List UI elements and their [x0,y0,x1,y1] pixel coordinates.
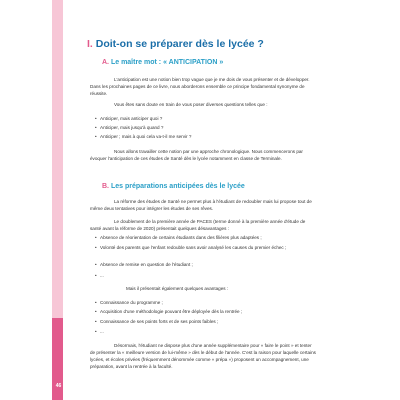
bullet-b3: • Absence de remise en question de l'étudiant ; [100,261,318,268]
paragraph-b4: Désormais, l'étudiant ne dispose plus d'une année supplémentaire pour « faire le point » et tenter de présenter la « meilleure version de lui-même » dès le début de l'année. C'est la raison pour laquelle certains lycées, et écoles privées (fréquemment dénommée comme « prépa ») proposent un accompagnement, une préparation, avant la rentrée à la faculté. [90,343,316,369]
paragraph-b2: Le doublement de la première année de PACES (terme donné à la première année d'étude de santé avant la réforme de 2020) présentait quelques désavantages : [90,219,306,231]
section-b-heading [102,183,245,190]
paragraph-a3: Nous allons travailler cette notion par une approche chronologique. Nous commencerons par évoquer l'anticipation de ces études de Santé dès le lycée notamment en classe de Terminale. [90,149,303,161]
chapter-title-text: Doit-on se préparer dès le lycée ? [95,38,264,50]
section-a-letter: A. [102,59,109,66]
bullet-c2: • Acquisition d'une méthodologie pouvant être déployée dès la rentrée ; [100,308,318,315]
chapter-title [87,38,264,50]
paragraph-b3: Mais il présentait également quelques avantages : [126,286,229,291]
section-b-letter: B. [102,183,109,190]
bullet-c3: • Connaissance de ses points forts et de ses points faibles ; [100,318,318,325]
bullet-a3: • Anticiper ; mais à quoi cela va-t-il me servir ? [100,133,318,140]
bullet-c4: • ... [100,328,318,335]
section-a-title: Le maître mot : « ANTICIPATION » [110,59,224,66]
bullet-b1: • Absence de réorientation de certains étudiants dans des filières plus adaptées ; [100,234,318,241]
bullet-b4: • ... [100,272,318,279]
paragraph-a1: L'anticipation est une notion bien trop vague que je me dois de vous présenter et de développer. Dans les prochaines pages de ce livre, nous aborderons ensemble ce principe fondamental synonyme de réussite. [90,77,310,96]
section-a-heading [102,59,223,66]
bullet-b2: • Volonté des parents que l'enfant redouble sans avoir analysé les causes du premier échec ; [100,244,318,251]
bullet-c1: • Connaissance du programme ; [100,299,318,306]
bullet-a2: • Anticiper, mais jusqu'à quand ? [100,124,318,131]
bullet-a1: • Anticiper, mais anticiper quoi ? [100,115,318,122]
paragraph-b1: La réforme des études de Santé ne permet plus à l'étudiant de redoubler mais lui propose tout de même deux tentatives pour intégrer les études de ses rêves. [90,199,312,211]
chapter-number: I. [87,38,93,50]
page-number: 46 [55,383,62,389]
section-b-title: Les préparations anticipées dès le lycée [110,183,245,190]
paragraph-a2: Vous êtes sans doute en train de vous poser diverses questions telles que : [114,102,268,107]
